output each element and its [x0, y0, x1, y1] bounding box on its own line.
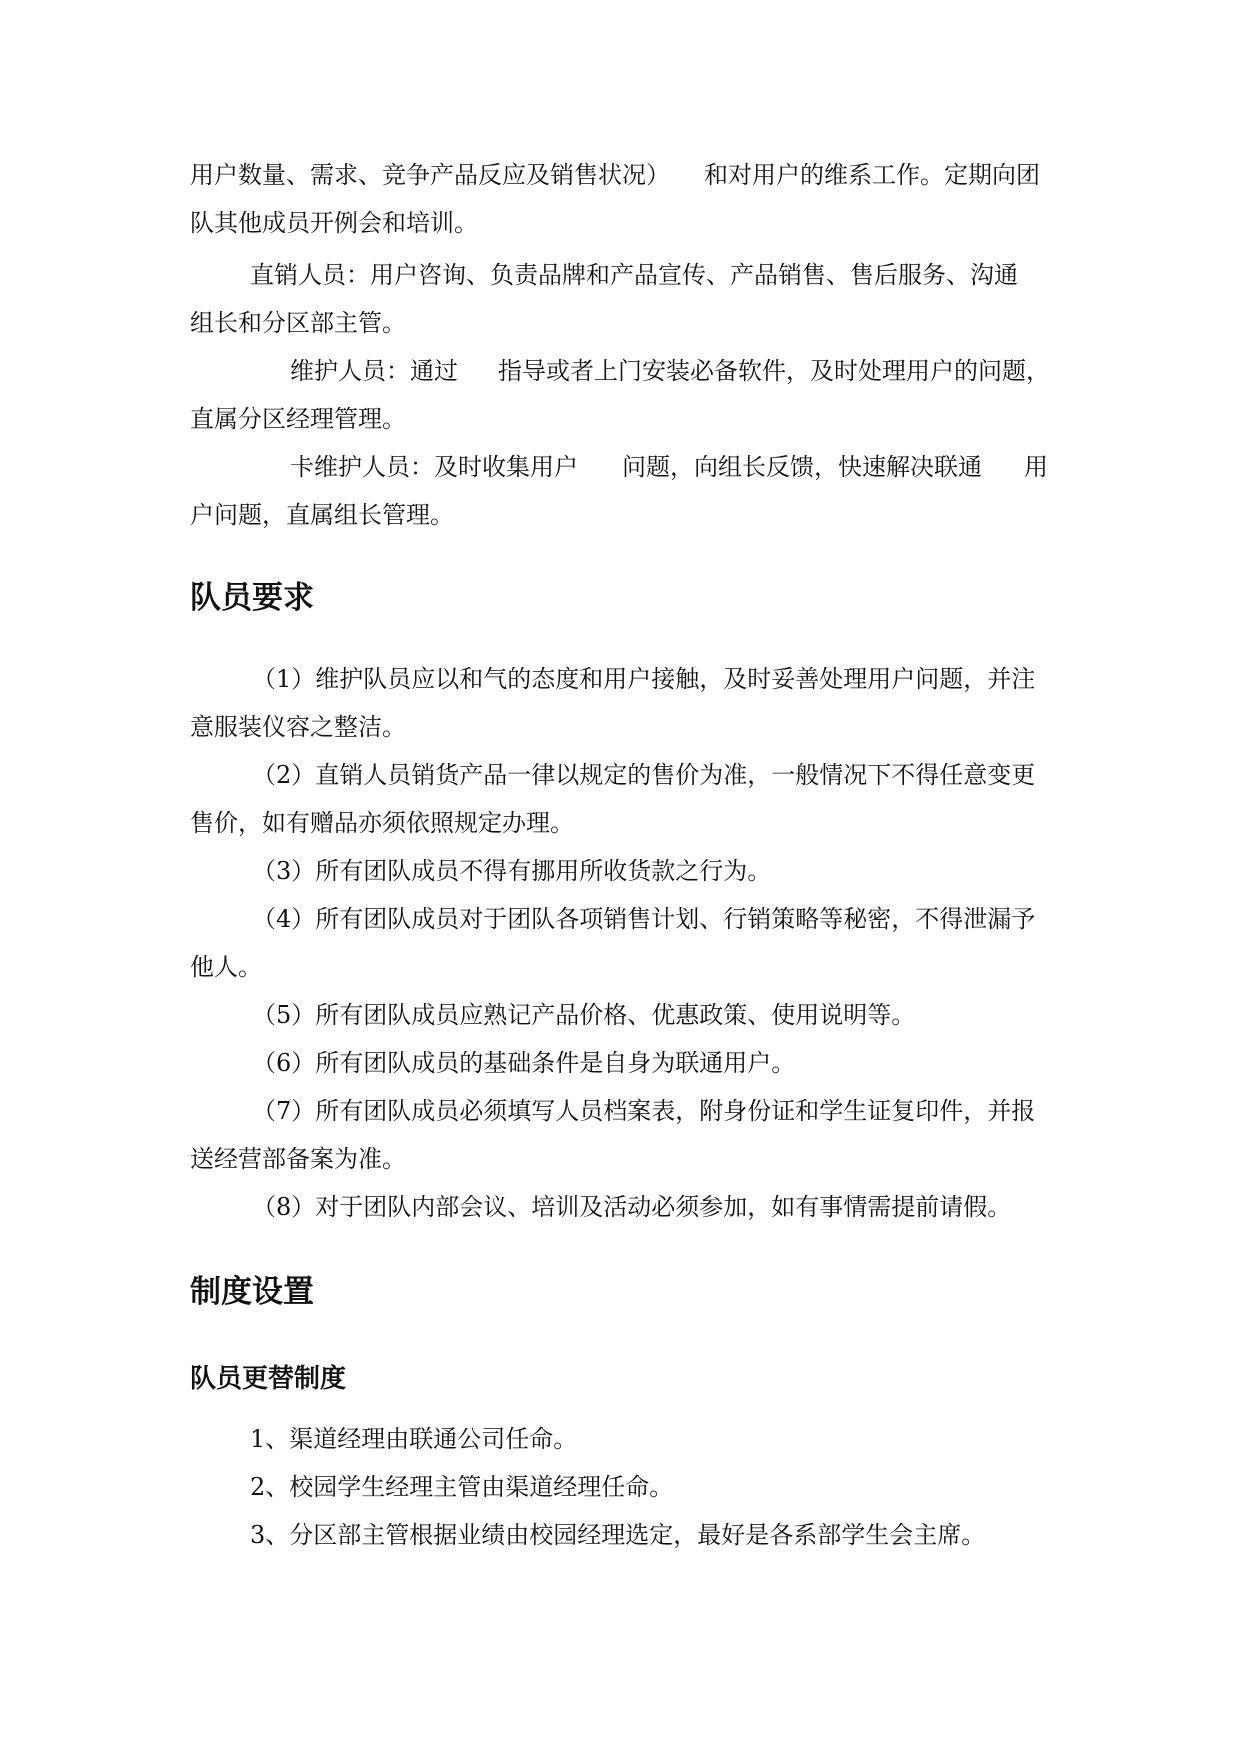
req-item-5-line1: （5）所有团队成员应熟记产品价格、优惠政策、使用说明等。 — [252, 1001, 916, 1029]
intro-p4-line2: 户问题，直属组长管理。 — [190, 501, 454, 529]
intro-p1-line1-part2: 和对用户的维系工作。定期向团 — [704, 161, 1040, 189]
intro-p4-line1-b: 问题，向组长反馈，快速解决联通 — [622, 453, 982, 481]
req-item-3-line1: （3）所有团队成员不得有挪用所收货款之行为。 — [252, 857, 772, 885]
intro-p3-line1-b: 指导或者上门安装必备软件，及时处理用户的问题， — [498, 357, 1050, 385]
req-item-2-line2: 售价，如有赠品亦须依照规定办理。 — [190, 809, 574, 837]
system-item-3: 3、分区部主管根据业绩由校园经理选定，最好是各系部学生会主席。 — [250, 1521, 986, 1549]
intro-p1-line1 — [190, 160, 670, 190]
system-heading: 制度设置 — [190, 1274, 314, 1310]
system-item-2: 2、校园学生经理主管由渠道经理任命。 — [250, 1473, 674, 1501]
intro-p4-line1-c: 用 — [1024, 453, 1048, 481]
req-item-2-line1: （2）直销人员销货产品一律以规定的售价为准，一般情况下不得任意变更 — [252, 761, 1036, 789]
intro-p4-line1-a: 卡维护人员：及时收集用户 — [290, 453, 578, 481]
system-item-1: 1、渠道经理由联通公司任命。 — [250, 1425, 578, 1453]
req-item-7-line1: （7）所有团队成员必须填写人员档案表，附身份证和学生证复印件，并报 — [252, 1097, 1036, 1125]
requirements-heading: 队员要求 — [190, 580, 314, 616]
intro-p3-line1-a: 维护人员：通过 — [290, 357, 458, 385]
req-item-7-line2: 送经营部备案为准。 — [190, 1145, 406, 1173]
system-subheading: 队员更替制度 — [190, 1364, 347, 1394]
intro-p2-line2: 组长和分区部主管。 — [190, 309, 406, 337]
intro-p1-line1-part1: 用户数量、需求、竞争产品反应及销售状况） — [190, 161, 670, 189]
req-item-8-line1: （8）对于团队内部会议、培训及活动必须参加，如有事情需提前请假。 — [252, 1193, 1012, 1221]
intro-p1-line1-cont — [704, 160, 1040, 190]
intro-p1-line2: 队其他成员开例会和培训。 — [190, 209, 478, 237]
req-item-1-line1: （1）维护队员应以和气的态度和用户接触，及时妥善处理用户问题，并注 — [252, 665, 1036, 693]
req-item-4-line1: （4）所有团队成员对于团队各项销售计划、行销策略等秘密，不得泄漏予 — [252, 905, 1036, 933]
req-item-1-line2: 意服装仪容之整洁。 — [190, 713, 406, 741]
intro-p3-line2: 直属分区经理管理。 — [190, 405, 406, 433]
req-item-4-line2: 他人。 — [190, 953, 262, 981]
req-item-6-line1: （6）所有团队成员的基础条件是自身为联通用户。 — [252, 1049, 796, 1077]
intro-p2-line1: 直销人员：用户咨询、负责品牌和产品宣传、产品销售、售后服务、沟通 — [250, 261, 1018, 289]
